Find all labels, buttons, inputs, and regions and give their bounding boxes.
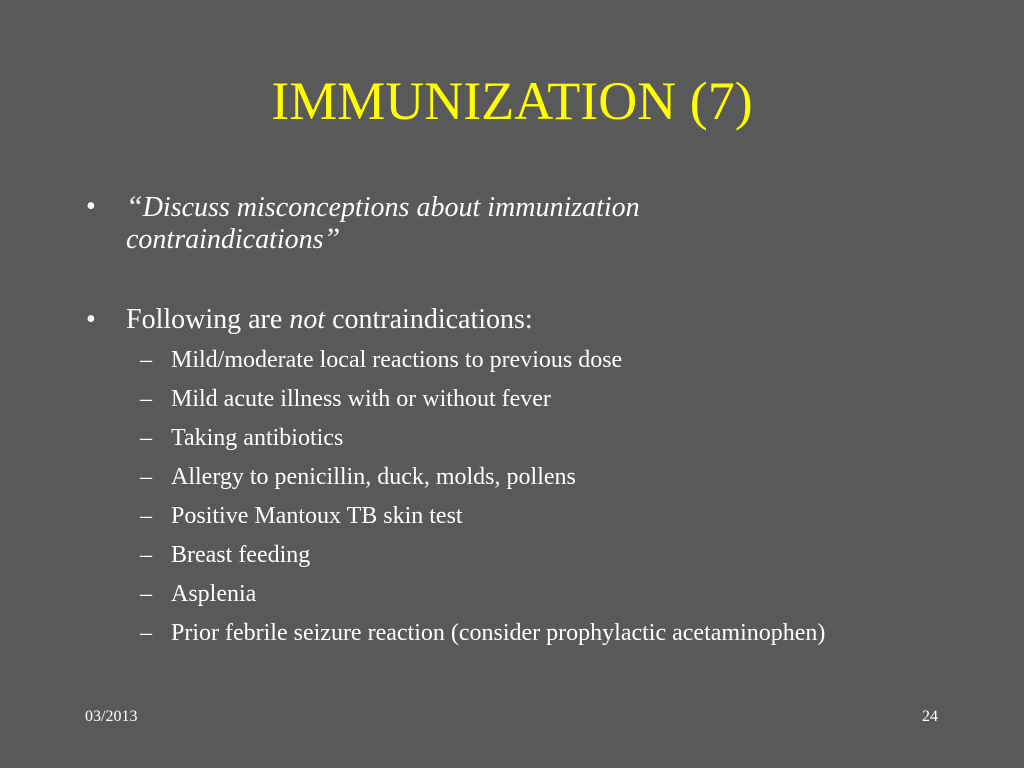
bullet-heading: [126, 304, 533, 335]
list-item-text: Asplenia: [171, 581, 257, 607]
dash-marker: –: [140, 503, 152, 529]
close-quote-mark: ”: [323, 222, 341, 255]
list-item-text: Allergy to penicillin, duck, molds, pollens: [171, 464, 576, 490]
objective-line-2: contraindications: [126, 224, 324, 255]
list-item-text: Mild acute illness with or without fever: [171, 386, 551, 412]
list-item-text: Prior febrile seizure reaction (consider prophylactic acetaminophen): [171, 620, 826, 646]
heading-suffix: contraindications:: [325, 304, 533, 335]
dash-marker: –: [140, 386, 152, 412]
slide-title: IMMUNIZATION (7): [271, 71, 753, 131]
list-item-text: Taking antibiotics: [171, 425, 344, 451]
dash-marker: –: [140, 581, 152, 607]
heading-prefix: Following are: [126, 304, 290, 335]
dash-marker: –: [140, 542, 152, 568]
dash-marker: –: [140, 347, 152, 373]
bullet-marker: •: [86, 191, 96, 222]
list-item-text: Positive Mantoux TB skin test: [171, 503, 463, 529]
objective-quote: [126, 191, 640, 255]
dash-marker: –: [140, 425, 152, 451]
page-number: 24: [922, 708, 938, 725]
dash-marker: –: [140, 464, 152, 490]
list-item-text: Mild/moderate local reactions to previous dose: [171, 347, 623, 373]
bullet-marker: •: [86, 304, 96, 335]
objective-line-1: Discuss misconceptions about immunization: [142, 192, 640, 223]
footer-date: 03/2013: [85, 708, 138, 725]
heading-emphasis: not: [289, 304, 326, 335]
open-quote-mark: “: [126, 190, 143, 223]
dash-marker: –: [140, 620, 152, 646]
list-item-text: Breast feeding: [171, 542, 311, 568]
